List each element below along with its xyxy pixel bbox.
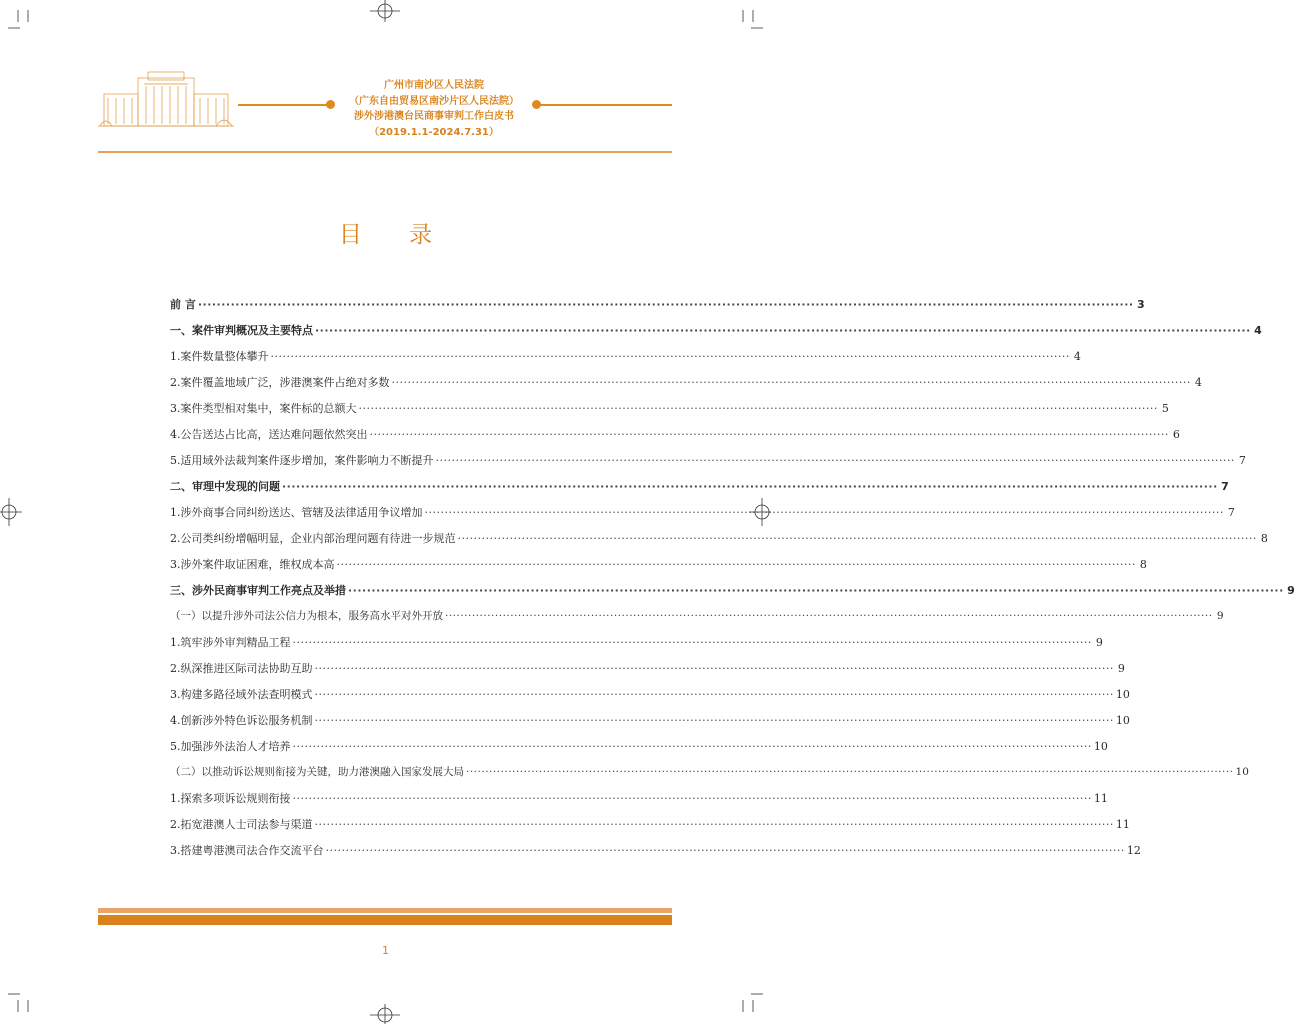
toc-leader-dots: ········································································································································································································ (270, 350, 1070, 363)
toc-entry-title: 三、涉外民商事审判工作亮点及举措 (170, 584, 346, 597)
toc-entry[interactable] (170, 296, 1145, 316)
toc-leader-dots: ········································································································································································································ (292, 636, 1092, 649)
header-divider (98, 151, 672, 153)
toc-entry[interactable] (170, 842, 1141, 862)
toc-leader-dots: ········································································································································································································ (292, 792, 1092, 805)
header-line-whitepaper: 涉外涉港澳台民商事审判工作白皮书 (354, 111, 514, 122)
toc-entry-page: 10 (1093, 740, 1108, 753)
toc-entry[interactable] (170, 504, 1235, 524)
toc-entry-title: 2.拓宽港澳人士司法参与渠道 (170, 818, 313, 831)
toc-entry-title: 3.涉外案件取证困难，维权成本高 (170, 558, 335, 571)
toc-entry[interactable] (170, 608, 1224, 628)
toc-entry-page: 12 (1126, 844, 1141, 857)
toc-entry-title: 二、审理中发现的问题 (170, 480, 280, 493)
toc-entry-title: 5.适用域外法裁判案件逐步增加，案件影响力不断提升 (170, 454, 434, 467)
toc-leader-dots: ········································································································································································································ (197, 298, 1134, 311)
toc-entry[interactable] (170, 686, 1130, 706)
header-rule-right (540, 104, 672, 106)
header-line-court-alt: （广东自由贸易区南沙片区人民法院） (349, 95, 519, 107)
toc-entry-page: 10 (1235, 766, 1249, 778)
toc-title: 目 录 (338, 222, 453, 248)
toc-entry-title: 4.创新涉外特色诉讼服务机制 (170, 714, 313, 727)
toc-entry[interactable] (170, 530, 1268, 550)
toc-entry-page: 5 (1161, 402, 1169, 415)
toc-entry-page: 10 (1115, 688, 1130, 701)
toc-entry-title: 一、案件审判概况及主要特点 (170, 324, 313, 337)
toc-entry-title: 1.筑牢涉外审判精品工程 (170, 636, 291, 649)
toc-entry[interactable] (170, 712, 1130, 732)
toc-entry-title: 3.案件类型相对集中，案件标的总额大 (170, 402, 357, 415)
toc-leader-dots: ········································································································································································································ (348, 584, 1284, 597)
toc-entry-title: 1.涉外商事合同纠纷送达、管辖及法律适用争议增加 (170, 506, 423, 519)
toc-entry[interactable] (170, 322, 1262, 342)
toc-entry-page: 3 (1136, 298, 1145, 311)
toc-leader-dots: ········································································································································································································ (336, 558, 1136, 571)
toc-entry-page: 4 (1254, 324, 1262, 337)
toc-entry-page: 10 (1115, 714, 1130, 727)
toc-entry[interactable] (170, 374, 1202, 394)
toc-leader-dots: ········································································································································································································ (325, 844, 1125, 857)
toc-entry[interactable] (170, 556, 1147, 576)
footer-band-light (98, 908, 672, 913)
toc-leader-dots: ········································································································································································································ (391, 376, 1191, 389)
toc-leader-dots: ········································································································································································································ (369, 428, 1169, 441)
toc-entry[interactable] (170, 400, 1169, 420)
toc-entry[interactable] (170, 816, 1130, 836)
header-rule-left (238, 104, 330, 106)
toc-entry[interactable] (170, 790, 1108, 810)
toc-entry-page: 4 (1194, 376, 1202, 389)
toc-entry[interactable] (170, 660, 1125, 680)
toc-entry-page: 4 (1073, 350, 1081, 363)
toc-entry-page: 9 (1095, 636, 1103, 649)
toc-entry[interactable] (170, 634, 1103, 654)
toc-leader-dots: ········································································································································································································ (314, 662, 1114, 675)
toc-entry-title: 2.公司类纠纷增幅明显，企业内部治理问题有待进一步规范 (170, 532, 456, 545)
header-title-block (336, 78, 532, 140)
toc-entry-page: 6 (1172, 428, 1180, 441)
toc-leader-dots: ········································································································································································································ (292, 740, 1092, 753)
toc-entry-title: 2.纵深推进区际司法协助互助 (170, 662, 313, 675)
toc-entry[interactable] (170, 764, 1249, 784)
court-building-illustration (98, 68, 234, 128)
toc-leader-dots: ········································································································································································································ (435, 454, 1235, 467)
toc-entry[interactable] (170, 426, 1180, 446)
page-number: 1 (382, 944, 389, 957)
toc-entry-title: 1.案件数量整体攀升 (170, 350, 269, 363)
toc-leader-dots: ········································································································································································································ (315, 324, 1251, 337)
toc-entry[interactable] (170, 582, 1295, 602)
toc-entry[interactable] (170, 738, 1108, 758)
footer-band-dark (98, 915, 672, 925)
toc-leader-dots: ········································································································································································································ (457, 532, 1257, 545)
toc-entry[interactable] (170, 478, 1229, 498)
toc-entry-title: 2.案件覆盖地域广泛，涉港澳案件占绝对多数 (170, 376, 390, 389)
toc-leader-dots: ········································································································································································································ (282, 480, 1218, 493)
header-line-court: 广州市南沙区人民法院 (384, 80, 484, 91)
toc-entry-title: 4.公告送达占比高，送达难问题依然突出 (170, 428, 368, 441)
toc-entry-page: 7 (1238, 454, 1246, 467)
toc-entry-title: 3.构建多路径域外法查明模式 (170, 688, 313, 701)
toc-entry-title: （一）以提升涉外司法公信力为根本，服务高水平对外开放 (170, 610, 443, 622)
toc-entry-page: 11 (1093, 792, 1108, 805)
toc-entry-title: 1.探索多项诉讼规则衔接 (170, 792, 291, 805)
toc-leader-dots: ········································································································································································································ (358, 402, 1158, 415)
toc-entry-page: 7 (1221, 480, 1229, 493)
toc-leader-dots: ········································································································································································································ (314, 714, 1114, 727)
toc-entry-page: 9 (1287, 584, 1295, 597)
toc-entry-title: 3.搭建粤港澳司法合作交流平台 (170, 844, 324, 857)
header-line-period: （2019.1.1-2024.7.31） (369, 126, 499, 138)
toc-entry-title: （二）以推动诉讼规则衔接为关键，助力港澳融入国家发展大局 (170, 766, 464, 778)
toc-entry-page: 9 (1117, 662, 1125, 675)
toc-entry-title: 5.加强涉外法治人才培养 (170, 740, 291, 753)
toc-leader-dots: ········································································································································································································ (445, 610, 1213, 622)
toc-leader-dots: ········································································································································································································ (314, 818, 1114, 831)
toc-entry-page: 8 (1139, 558, 1147, 571)
toc-entry-title: 前 言 (170, 298, 196, 311)
header-dot-left (326, 100, 335, 109)
toc-entry-page: 8 (1260, 532, 1268, 545)
toc-entry[interactable] (170, 452, 1246, 472)
toc-entry[interactable] (170, 348, 1081, 368)
toc-leader-dots: ········································································································································································································ (424, 506, 1224, 519)
toc-leader-dots: ········································································································································································································ (466, 766, 1234, 778)
toc-leader-dots: ········································································································································································································ (314, 688, 1114, 701)
toc-entry-page: 9 (1216, 610, 1224, 622)
toc-entry-page: 7 (1227, 506, 1235, 519)
toc-entry-page: 11 (1115, 818, 1130, 831)
